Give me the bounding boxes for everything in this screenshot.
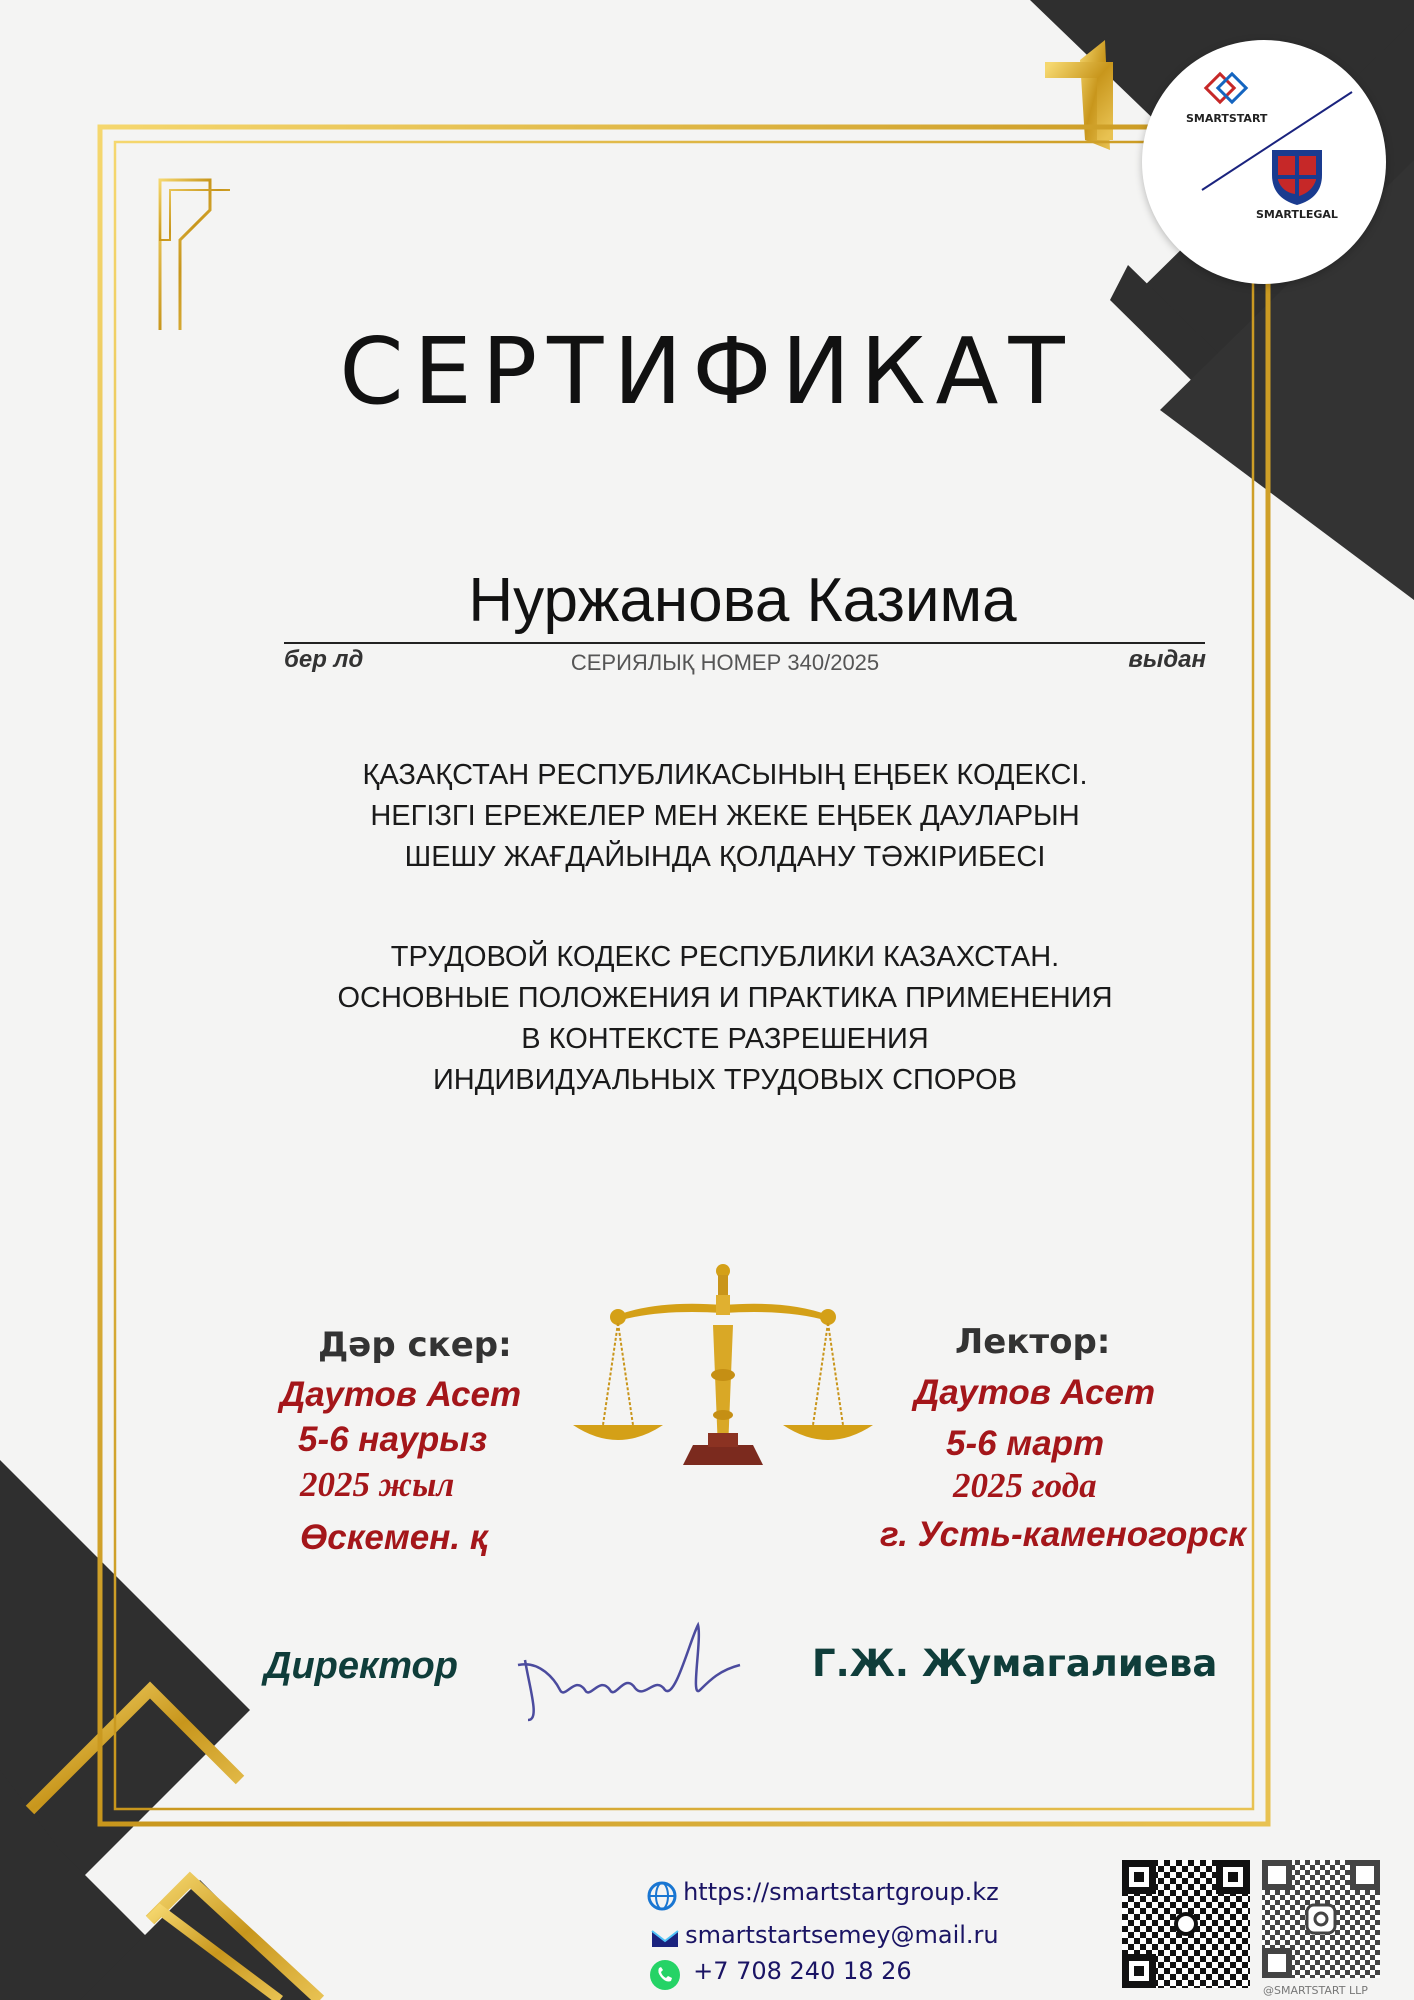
email-row[interactable]: [650, 1921, 999, 1951]
recipient-underline: [284, 642, 1205, 644]
course-ru-line: ИНДИВИДУАЛЬНЫХ ТРУДОВЫХ СПОРОВ: [432, 1064, 1018, 1096]
lecturer-name-ru: Даутов Асет: [914, 1373, 1156, 1412]
lecture-city-ru: г. Усть-каменогорск: [880, 1515, 1246, 1554]
course-ru-line: ТРУДОВОЙ КОДЕКС РЕСПУБЛИКИ КАЗАХСТАН.: [390, 941, 1060, 973]
smartstart-smartlegal-logo: [1142, 40, 1386, 284]
website-row[interactable]: [646, 1878, 999, 1912]
course-kz-line: ШЕШУ ЖАҒДАЙЫНДА ҚОЛДАНУ ТӘЖІРИБЕСІ: [404, 841, 1046, 873]
director-name: Г.Ж. Жумагалиева: [812, 1642, 1218, 1685]
bottom-left-corner-shapes: [0, 1460, 320, 2000]
phone-number[interactable]: +7 708 240 18 26: [693, 1957, 912, 1985]
certificate-title: СЕРТИФИКАТ: [339, 318, 1075, 425]
serial-number: СЕРИЯЛЫҚ НОМЕР 340/2025: [570, 650, 880, 675]
lecturer-label-ru: Лектор:: [955, 1322, 1111, 1362]
copyright-text: @SMARTSTART LLP: [1263, 1984, 1368, 1997]
director-label: Директор: [264, 1645, 458, 1687]
course-title-kz: [0, 755, 1414, 878]
whatsapp-icon: [648, 1958, 682, 1992]
course-title-ru: [0, 937, 1414, 1101]
given-label-kz: бер лд: [284, 646, 364, 673]
course-ru-line: В КОНТЕКСТЕ РАЗРЕШЕНИЯ: [521, 1023, 929, 1055]
scales-of-justice-icon: [573, 1264, 873, 1465]
given-label-ru: выдан: [1128, 646, 1206, 673]
recipient-name: Нуржанова Казима: [468, 566, 1017, 635]
course-ru-line: ОСНОВНЫЕ ПОЛОЖЕНИЯ И ПРАКТИКА ПРИМЕНЕНИЯ: [337, 982, 1113, 1014]
website-link[interactable]: https://smartstartgroup.kz: [683, 1878, 999, 1906]
logo-badge: [1142, 40, 1386, 284]
lecture-year-kz: 2025 жыл: [300, 1465, 455, 1504]
logo-bottom-text: SMARTLEGAL: [1256, 208, 1338, 221]
course-kz-line: НЕГІЗГІ ЕРЕЖЕЛЕР МЕН ЖЕКЕ ЕҢБЕК ДАУЛАРЫН: [370, 800, 1080, 832]
lecturer-name-kz: Даутов Асет: [280, 1375, 522, 1414]
lecture-dates-ru: 5-6 март: [946, 1424, 1105, 1463]
mail-icon: [650, 1927, 680, 1951]
logo-top-text: SMARTSTART: [1186, 112, 1268, 125]
lecture-year-ru: 2025 года: [953, 1466, 1097, 1505]
lecturer-label-kz: Дәр скер:: [318, 1325, 512, 1365]
lecture-city-kz: Өскемен. қ: [300, 1518, 488, 1557]
phone-row[interactable]: [648, 1957, 912, 1992]
globe-icon: [646, 1880, 678, 1912]
lecture-dates-kz: 5-6 наурыз: [298, 1420, 488, 1459]
course-kz-line: ҚАЗАҚСТАН РЕСПУБЛИКАСЫНЫҢ ЕҢБЕК КОДЕКСІ.: [362, 759, 1088, 791]
email-link[interactable]: smartstartsemey@mail.ru: [685, 1921, 999, 1949]
qr-code-icon: [1122, 1860, 1380, 1988]
